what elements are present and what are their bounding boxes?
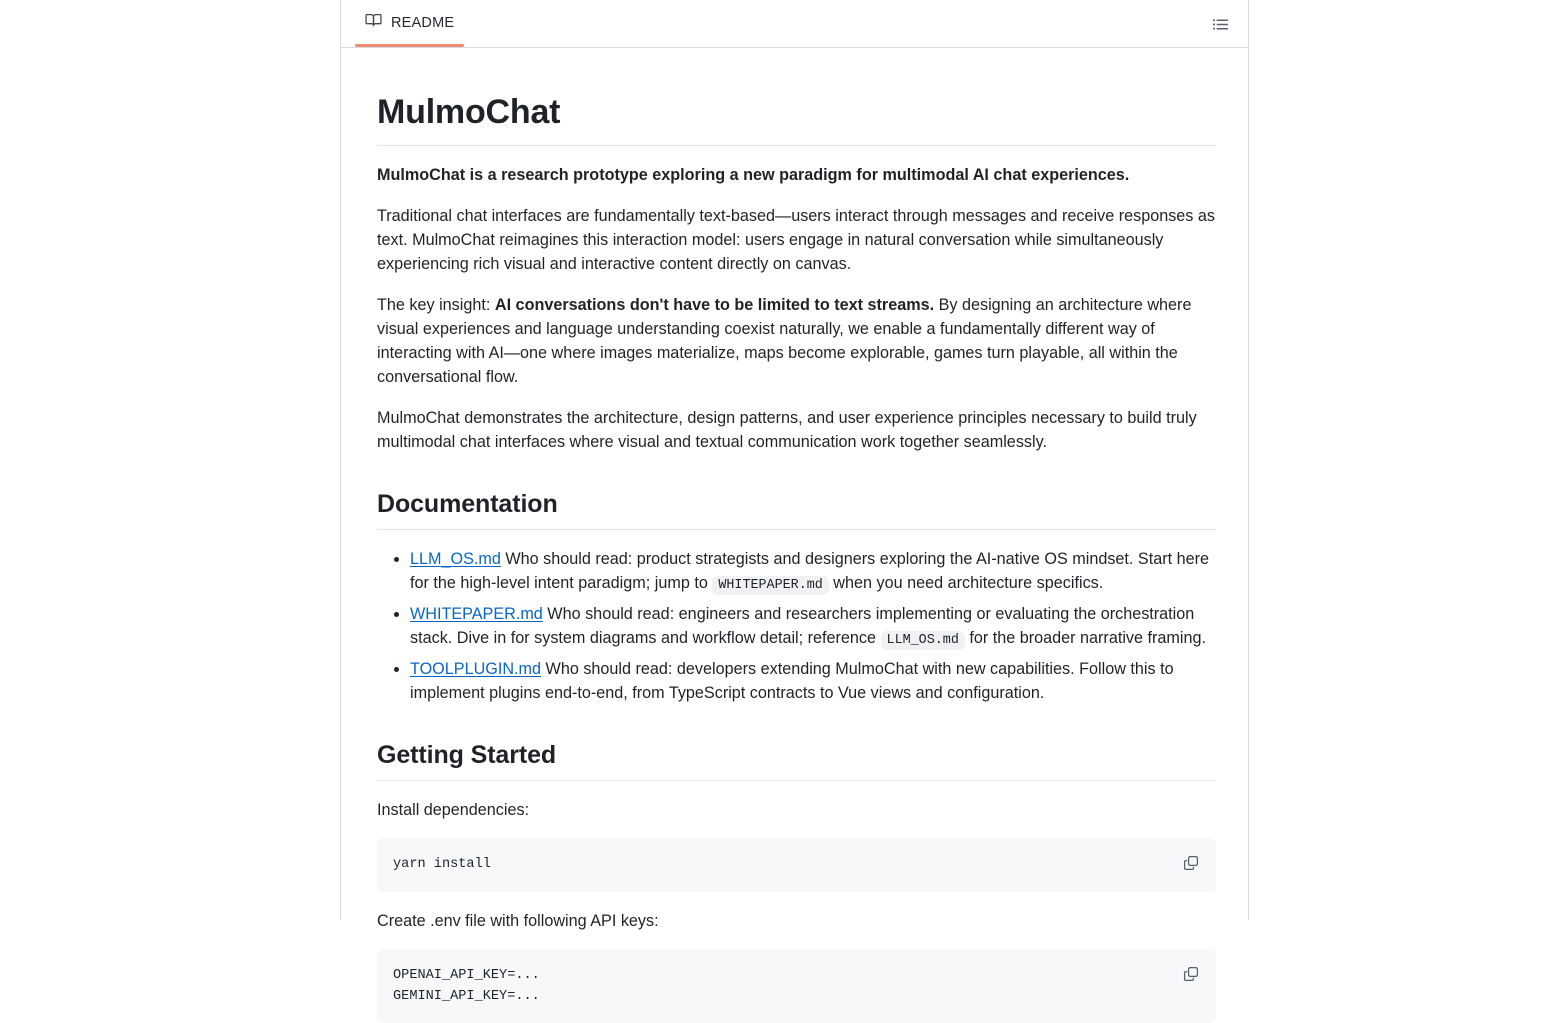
- doc-link-whitepaper[interactable]: WHITEPAPER.md: [410, 605, 543, 624]
- paragraph-3-after: By designing an architecture where visual experiences and language understanding coexist naturally, we enable a fundamentally different way of interacting with AI—one where images materialize, maps become explorable, games turn playable, all within the conversational flow.: [377, 295, 1192, 386]
- doc-text-after: when you need architecture specifics.: [828, 574, 1104, 593]
- doc-text-before: Who should read: developers extending MulmoChat with new capabilities. Follow this to implement plugins end-to-end, from TypeScript contracts to Vue views and configuration.: [410, 660, 1174, 703]
- readme-article: [341, 48, 1248, 1023]
- page-title: MulmoChat: [377, 92, 1216, 146]
- paragraph-3: [377, 293, 1216, 389]
- code-block-env-text: OPENAI_API_KEY=... GEMINI_API_KEY=...: [393, 968, 540, 1005]
- paragraph-3-before: The key insight:: [377, 295, 495, 314]
- outline-list-icon[interactable]: [1207, 11, 1233, 37]
- tab-readme-label: README: [391, 15, 455, 31]
- doc-text-after: for the broader narrative framing.: [964, 629, 1206, 648]
- paragraph-4: MulmoChat demonstrates the architecture, design patterns, and user experience principles necessary to build truly multimodal chat interfaces where visual and textual communication work together seamlessly.: [377, 408, 1197, 451]
- list-item: [410, 602, 1216, 653]
- install-caption: Install dependencies:: [377, 801, 530, 820]
- paragraph-3-bold: AI conversations don't have to be limited to text streams.: [494, 295, 935, 314]
- readme-panel: [340, 0, 1249, 1005]
- tab-readme[interactable]: [353, 0, 466, 47]
- paragraph-2: Traditional chat interfaces are fundamentally text-based—users interact through messages and receive responses as text. MulmoChat reimagines this interaction model: users engage in natural conversation while simultaneously experiencing rich visual and interactive content directly on canvas.: [377, 206, 1215, 273]
- list-item: [410, 547, 1216, 598]
- doc-link-toolplugin[interactable]: TOOLPLUGIN.md: [410, 660, 542, 679]
- documentation-heading: Documentation: [377, 489, 1216, 530]
- env-caption: Create .env file with following API keys:: [377, 912, 659, 931]
- doc-text-before: Who should read: product strategists and designers exploring the AI-native OS mindset. Start here for the high-level intent paradigm; jump to: [410, 550, 1210, 593]
- lead-paragraph: MulmoChat is a research prototype exploring a new paradigm for multimodal AI chat experiences.: [377, 165, 1130, 184]
- code-block-install: [377, 838, 1216, 892]
- copy-icon[interactable]: [1178, 961, 1204, 987]
- inline-code: LLM_OS.md: [881, 631, 965, 650]
- book-icon: [365, 12, 382, 34]
- inline-code: WHITEPAPER.md: [712, 576, 828, 595]
- code-block-env: [377, 949, 1216, 1023]
- getting-started-heading: Getting Started: [377, 740, 1216, 781]
- documentation-list: [377, 547, 1216, 705]
- doc-text-before: Who should read: engineers and researchers implementing or evaluating the orchestration stack. Dive in for system diagrams and workflow detail; reference: [410, 605, 1195, 648]
- doc-link-llm-os[interactable]: LLM_OS.md: [410, 550, 501, 569]
- copy-icon[interactable]: [1178, 850, 1204, 876]
- list-item: [410, 657, 1216, 705]
- code-block-install-text: yarn install: [393, 857, 491, 873]
- tabbar: [341, 0, 1248, 48]
